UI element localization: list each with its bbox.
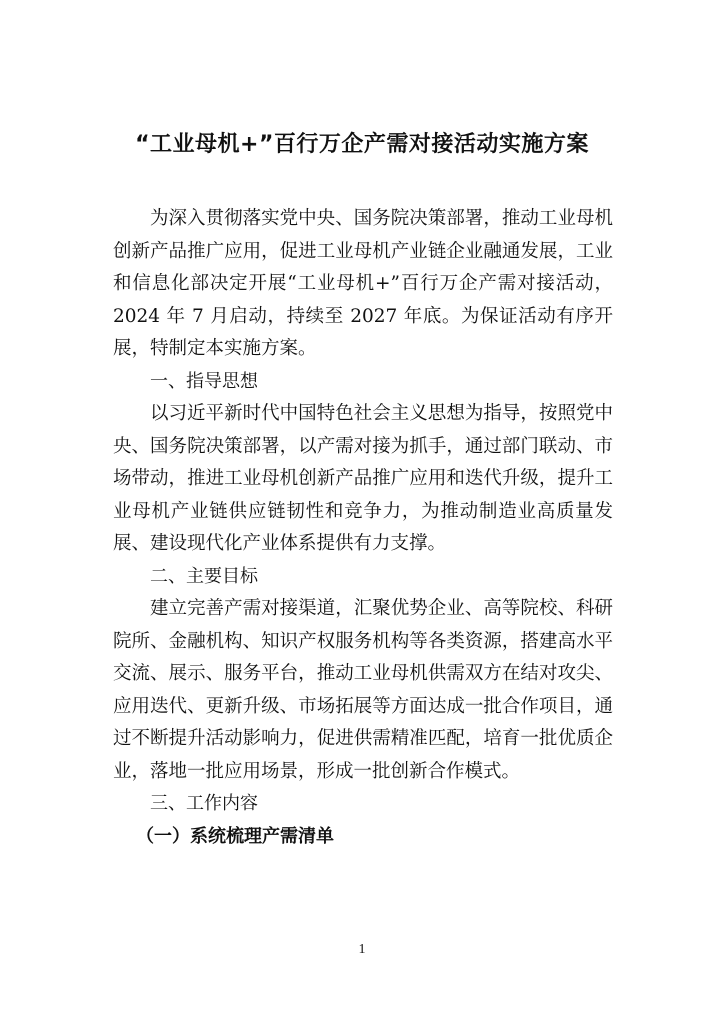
section-heading-work-content: 三、工作内容	[150, 793, 258, 814]
section-heading-guiding-thought: 一、指导思想	[150, 370, 258, 392]
document-title: “工业母机+”百行万企产需对接活动实施方案	[135, 132, 589, 157]
page-number: 1	[358, 942, 366, 957]
section-heading-main-goals: 二、主要目标	[150, 565, 258, 587]
subsection-heading: （一）系统梳理产需清单	[136, 825, 334, 847]
section-paragraph-guiding-thought: 以习近平新时代中国特色社会主义思想为指导，按照党中央、国务院决策部署，以产需对接为抓手，通过部门联动、市场带动，推进工业母机创新产品推广应用和迭代升级，提升工业母机产业链供应链韧性和竞争力，为推动制造业高质量发展、建设现代化产业体系提供有力支撑。	[113, 403, 613, 554]
document-body	[113, 203, 613, 853]
intro-paragraph: 为深入贯彻落实党中央、国务院决策部署，推动工业母机创新产品推广应用，促进工业母机产业链企业融通发展，工业和信息化部决定开展“工业母机+”百行万企产需对接活动，2024 年 7 月启动，持续至 2027 年底。为保证活动有序开展，特制定本实施方案。	[113, 208, 613, 359]
section-paragraph-main-goals: 建立完善产需对接渠道，汇聚优势企业、高等院校、科研院所、金融机构、知识产权服务机构等各类资源，搭建高水平交流、展示、服务平台，推动工业母机供需双方在结对攻尖、应用迭代、更新升级、市场拓展等方面达成一批合作项目，通过不断提升活动影响力，促进供需精准匹配，培育一批优质企业，落地一批应用场景，形成一批创新合作模式。	[113, 598, 613, 782]
